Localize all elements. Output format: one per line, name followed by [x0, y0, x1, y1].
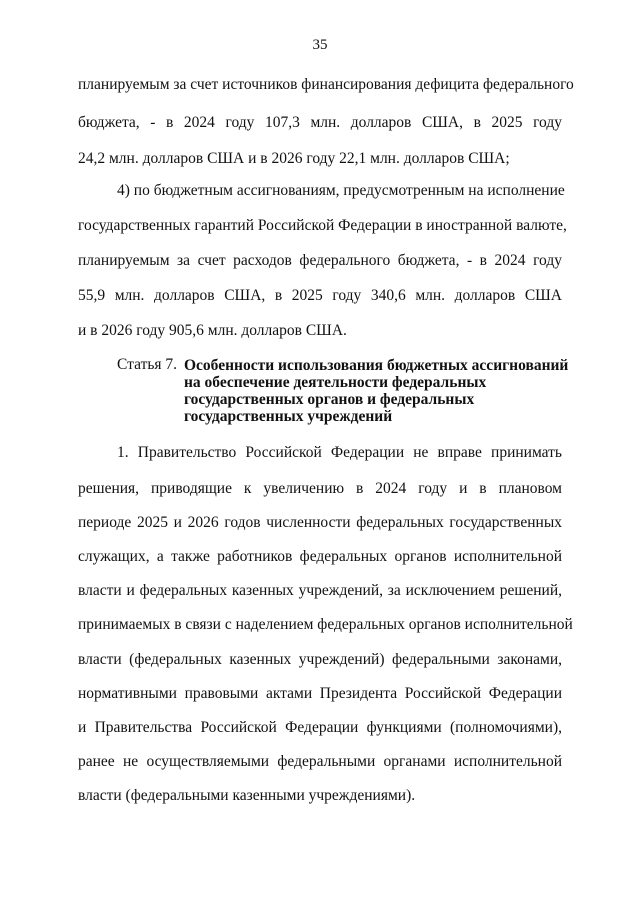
article-label: Статья 7. [117, 356, 178, 373]
article-title-line: государственных учреждений [184, 408, 393, 425]
paragraph-c-line: решения, приводящие к увеличению в 2024 году и в плановом [78, 480, 562, 497]
paragraph-b-line: государственных гарантий Российской Федерации в иностранной валюте, [78, 217, 567, 234]
paragraph-c-line: принимаемых в связи с наделением федеральных органов исполнительной [78, 616, 573, 633]
paragraph-c-line: власти (федеральными казенными учреждениями). [78, 787, 416, 804]
paragraph-a-line: планируемым за счет источников финансирования дефицита федерального [78, 76, 574, 93]
paragraph-a-line: бюджета, - в 2024 году 107,3 млн. долларов США, в 2025 году [78, 114, 562, 131]
paragraph-c-line: власти (федеральных казенных учреждений) федеральными законами, [78, 651, 562, 668]
paragraph-c-line: служащих, а также работников федеральных органов исполнительной [78, 548, 562, 565]
paragraph-c-line: власти и федеральных казенных учреждений, за исключением решений, [78, 582, 562, 599]
paragraph-c-line: и Правительства Российской Федерации функциями (полномочиями), [78, 719, 562, 736]
paragraph-c-line: ранее не осуществляемыми федеральными органами исполнительной [78, 753, 562, 770]
paragraph-b-line: и в 2026 году 905,6 млн. долларов США. [78, 322, 347, 339]
paragraph-a-line: 24,2 млн. долларов США и в 2026 году 22,1 млн. долларов США; [78, 150, 510, 167]
article-title-line: на обеспечение деятельности федеральных [184, 374, 487, 391]
paragraph-b-line: 55,9 млн. долларов США, в 2025 году 340,6 млн. долларов США [78, 287, 562, 304]
paragraph-b-line: 4) по бюджетным ассигнованиям, предусмотренным на исполнение [117, 182, 565, 199]
article-title-line: Особенности использования бюджетных ассигнований [184, 357, 569, 374]
paragraph-c-line: периоде 2025 и 2026 годов численности федеральных государственных [78, 514, 562, 531]
paragraph-c-line: нормативными правовыми актами Президента Российской Федерации [78, 685, 562, 702]
paragraph-c-line: 1. Правительство Российской Федерации не вправе принимать [117, 444, 562, 461]
page-number: 35 [312, 37, 328, 53]
paragraph-b-line: планируемым за счет расходов федерального бюджета, - в 2024 году [78, 252, 562, 269]
article-title-line: государственных органов и федеральных [184, 391, 475, 408]
